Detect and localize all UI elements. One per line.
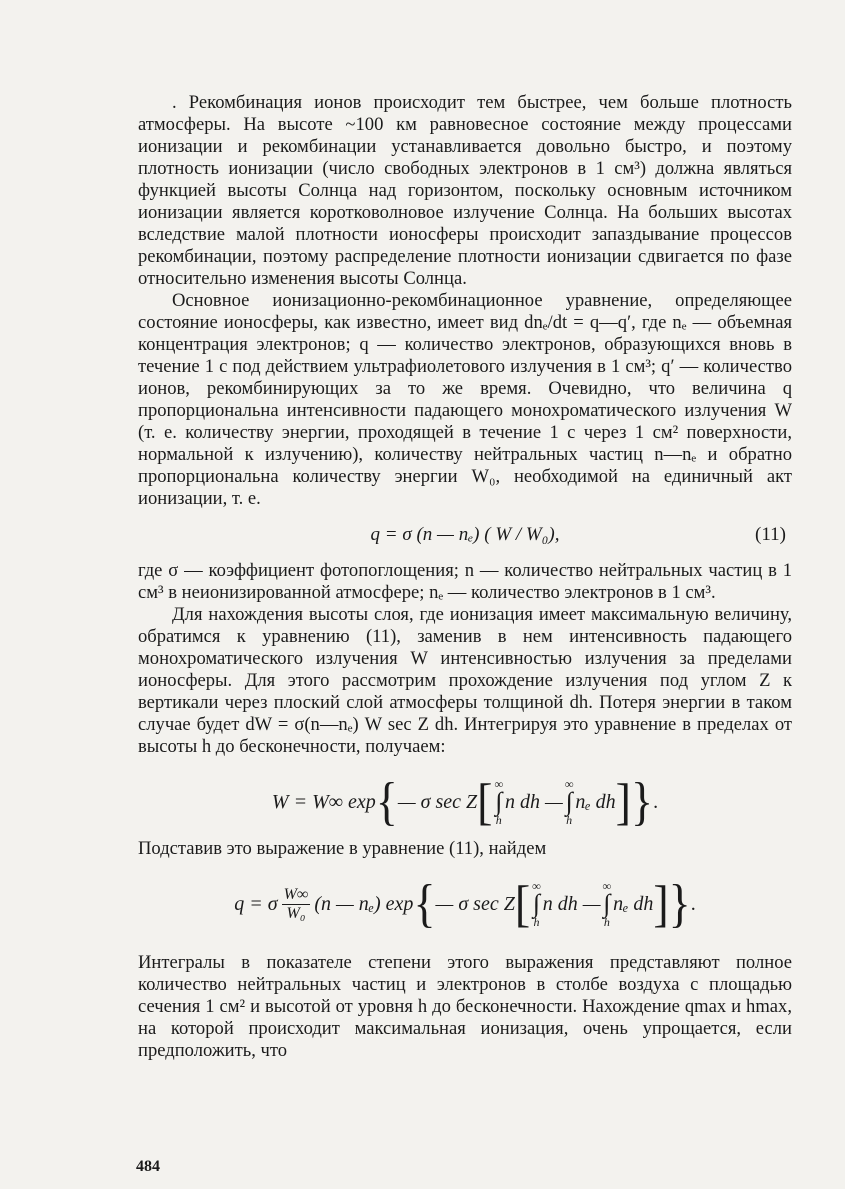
left-bracket: [ [514,875,531,932]
equation-11 [138,524,792,546]
integral-sign: ∫ [495,787,503,817]
integral-2 [603,880,612,927]
integral-term-1: n dh — [505,790,563,813]
left-brace: { [413,874,436,933]
equation-11-number: (11) [755,524,786,545]
period: . [653,790,659,813]
integral-lower-limit: h [495,812,502,827]
equation-q-mid: (n — nₑ) exp [314,892,414,915]
equation-q [138,868,792,940]
paragraph-substitution: Подставив это выражение в уравнение (11), найдем [138,838,547,859]
integral-term-2: nₑ dh [613,892,654,915]
equation-q-lhs: q = σ [234,892,278,915]
left-bracket: [ [477,773,493,830]
integral-lower-limit: h [603,914,610,929]
right-brace: } [668,874,691,933]
integral-1 [494,778,503,825]
integral-lower-limit: h [533,914,540,929]
integral-sign: ∫ [565,787,573,817]
integral-sign: ∫ [532,889,541,919]
equation-W [138,772,792,832]
integral-term-2: nₑ dh [575,790,616,813]
fraction-numerator: W∞ [283,885,309,903]
page-body [138,92,792,1062]
left-brace: { [375,772,398,831]
page-number: 484 [136,1158,160,1175]
integral-sign: ∫ [603,889,611,919]
fraction-denominator: W₀ [286,904,306,922]
integral-upper-limit: ∞ [564,777,574,792]
integral-term-1: n dh — [542,892,601,915]
fraction [282,886,311,923]
paragraph-integrals: Интегралы в показателе степени этого выражения представляют полное количество нейтральных частиц и электронов в столбе воздуха с площадью сечения 1 см² и высотой от уровня h до бесконечности. Нахождение qmax и hmax, на которой происходит максимальная ионизация, очень упрощается, если предположить, что [138,952,792,1061]
right-bracket: ] [615,773,631,830]
right-brace: } [630,772,654,831]
integral-2 [565,778,574,825]
period: . [690,892,696,915]
paragraph-max-ionization: Для нахождения высоты слоя, где ионизация имеет максимальную величину, обратимся к уравнению (11), заменив в нем интенсивность падающего монохроматического излучения W интенсивностью излучения за пределами ионосферы. Для этого рассмотрим прохождение излучения под углом Z к вертикали через плоский слой атмосферы толщиной dh. Потеря энергии в таком случае будет dW = σ(n—nₑ) W sec Z dh. Интегрируя это уравнение в пределах от высоты h до бесконечности, получаем: [138,604,792,757]
equation-W-inner: — σ sec Z [397,790,478,813]
integral-lower-limit: h [566,812,573,827]
equation-q-inner: — σ sec Z [435,892,515,915]
integral-upper-limit: ∞ [494,777,504,792]
integral-upper-limit: ∞ [532,879,541,894]
equation-11-body: q = σ (n — nₑ) ( W / W₀), [370,524,560,545]
equation-W-lhs: W = W∞ exp [271,790,376,813]
paragraph-definitions: где σ — коэффициент фотопоглощения; n — количество нейтральных частиц в 1 см³ в неионизированной атмосфере; nₑ — количество электронов в 1 см³. [138,560,792,603]
right-bracket: ] [653,875,669,932]
paragraph-equation-intro: Основное ионизационно-рекомбинационное уравнение, определяющее состояние ионосферы, как известно, имеет вид dnₑ/dt = q—q′, где nₑ — объемная концентрация электронов; q — количество электронов, образующихся вновь в течение 1 с под действием ультрафиолетового излучения в 1 см³; q′ — количество ионов, рекомбинирующих за то же время. Очевидно, что величина q пропорциональна интенсивности падающего монохроматического излучения W (т. е. количеству энергии, проходящей в течение 1 с через 1 см² поверхности, нормальной к излучению), количеству нейтральных частиц n—nₑ и обратно пропорциональна количеству энергии W₀, необходимой на единичный акт ионизации, т. е. [138,290,792,509]
integral-upper-limit: ∞ [602,879,612,894]
paragraph-recombination: . Рекомбинация ионов происходит тем быстрее, чем больше плотность атмосферы. На высоте ~100 км равновесное состояние между процессами ионизации и рекомбинации устанавливается довольно быстро, и поэтому плотность ионизации (число свободных электронов в 1 см³) должна являться функцией высоты Солнца над горизонтом, поскольку основным источником ионизации является коротковолновое излучение Солнца. На больших высотах вследствие малой плотности ионосферы происходит запаздывание процессов рекомбинации, поэтому распределение плотности ионизации сдвигается по фазе относительно изменения высоты Солнца. [138,92,792,289]
integral-1 [532,880,541,927]
